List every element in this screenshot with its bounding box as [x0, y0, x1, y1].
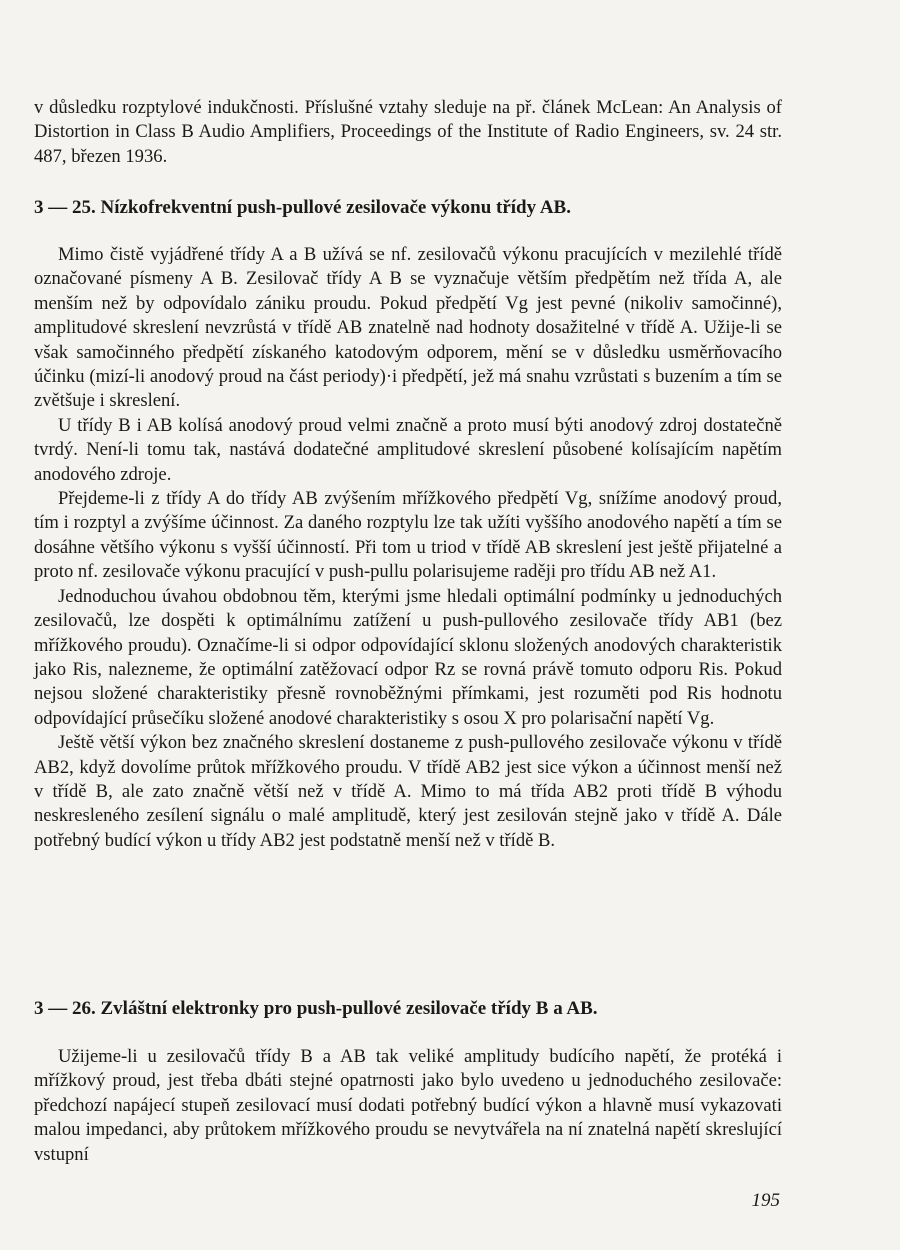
paragraph: Mimo čistě vyjádřené třídy A a B užívá se nf. zesilovačů výkonu pracujících v mezilehlé třídě označované písmeny A B. Zesilovač třídy A B se vyznačuje větším předpětím než třída A, ale menším než by odpovídalo zániku proudu. Pokud předpětí Vg jest pevné (nikoliv samočinné), amplitudové skreslení nevzrůstá v třídě AB znatelně nad hodnoty dosažitelné v třídě A. Užije-li se však samočinného předpětí získaného katodovým odporem, mění se v důsledku usměrňovacího účinku (mizí-li anodový proud na část periody)·i předpětí, jež má snahu vzrůstati s buzením a tím se zvětšuje i skreslení.: [34, 244, 782, 412]
paragraph: Přejdeme-li z třídy A do třídy AB zvýšením mřížkového předpětí Vg, snížíme anodový proud, tím i rozptyl a zvýšíme účinnost. Za daného rozptylu lze tak užíti vyššího anodového napětí a tím se dosáhne většího výkonu s vyšší účinností. Při tom u triod v třídě AB skreslení jest ještě přijatelné a proto nf. zesilovače výkonu pracující v push-pullu polarisujeme raději pro třídu AB než A1.: [34, 488, 782, 583]
paragraph: Ještě větší výkon bez značného skreslení dostaneme z push-pullového zesilovače výkonu v třídě AB2, když dovolíme průtok mřížkového proudu. V třídě AB2 jest sice výkon a účinnost menší než v třídě B, ale zato značně větší než v třídě A. Mimo to má třída AB2 proti třídě B výhodu neskresleného zesílení signálu o malé amplitudě, který jest zesilován stejně jako v třídě A. Dále potřebný budící výkon u třídy AB2 jest podstatně menší než v třídě B.: [34, 732, 782, 851]
section-heading-3-25: 3 — 25. Nízkofrekventní push-pullové zesilovače výkonu třídy AB.: [34, 197, 571, 218]
section-heading-3-26: 3 — 26. Zvláštní elektronky pro push-pullové zesilovače třídy B a AB.: [34, 998, 598, 1019]
section-3-25-body: [34, 243, 782, 853]
paragraph: U třídy B i AB kolísá anodový proud velmi značně a proto musí býti anodový zdroj dostatečně tvrdý. Není-li tomu tak, nastává dodatečné amplitudové skreslení působené kolísajícím napětím anodového zdroje.: [34, 414, 782, 485]
intro-block: [34, 96, 782, 169]
section-3-26-body: [34, 1045, 782, 1167]
paragraph: Jednoduchou úvahou obdobnou těm, kterými jsme hledali optimální podmínky u jednoduchých zesilovačů, lze dospěti k optimálnímu zatížení u push-pullového zesilovače třídy AB1 (bez mřížkového proudu). Označíme-li si odpor odpovídající sklonu složených anodových charakteristik jako Ris, nalezneme, že optimální zatěžovací odpor Rz se rovná právě tomuto odporu Ris. Pokud nejsou složené charakteristiky přesně rovnoběžnými přímkami, jest rozuměti pod Ris hodnotu odpovídající průsečíku složené anodové charakteristiky s osou X pro polarisační napětí Vg.: [34, 585, 782, 729]
paragraph: Užijeme-li u zesilovačů třídy B a AB tak veliké amplitudy budícího napětí, že protéká i mřížkový proud, jest třeba dbáti stejné opatrnosti jako bylo uvedeno u jednoduchého zesilovače: předchozí napájecí stupeň zesilovací musí dodati potřebný budící výkon a hlavně musí vykazovati malou impedanci, aby průtokem mřížkového proudu se nevytvářela na ní znatelná napětí skreslující vstupní: [34, 1046, 782, 1165]
page-number: 195: [751, 1190, 780, 1211]
intro-paragraph: v důsledku rozptylové indukčnosti. Příslušné vztahy sleduje na př. článek McLean: An Analysis of Distortion in Class B Audio Amplifiers, Proceedings of the Institute of Radio Engineers, sv. 24 str. 487, březen 1936.: [34, 97, 782, 167]
